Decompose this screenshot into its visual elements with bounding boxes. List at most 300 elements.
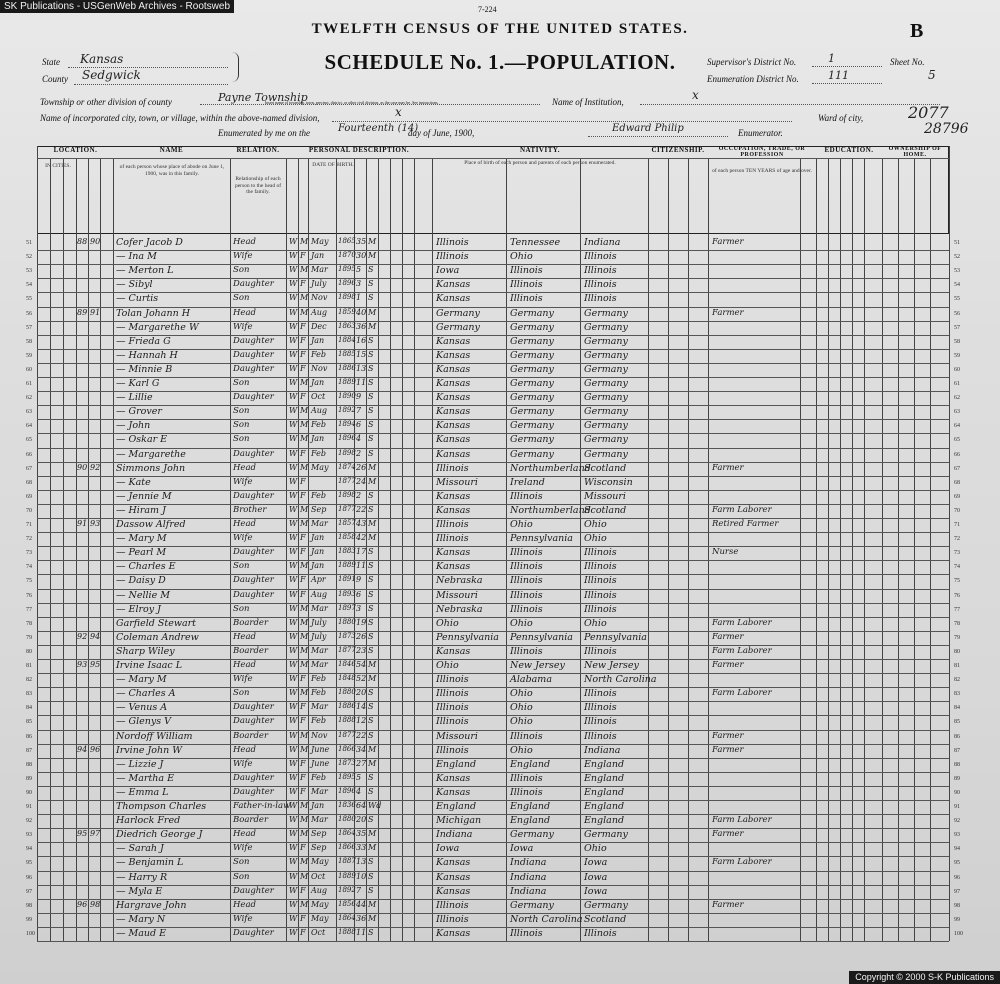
sex: F bbox=[300, 490, 306, 500]
race: W bbox=[289, 744, 298, 754]
mother-birthplace: Ohio bbox=[584, 617, 607, 629]
birth-month: Aug bbox=[311, 885, 328, 895]
row-number-right: 95 bbox=[954, 860, 960, 867]
race: W bbox=[289, 335, 298, 345]
race: W bbox=[289, 251, 298, 261]
birth-month: June bbox=[311, 758, 330, 768]
person-name: Diedrich George J bbox=[116, 829, 203, 841]
dwelling-number: 93 bbox=[77, 660, 88, 669]
birth-month: July bbox=[311, 617, 327, 627]
father-birthplace: Illinois bbox=[510, 603, 543, 615]
race: W bbox=[289, 237, 298, 246]
father-birthplace: Ohio bbox=[510, 617, 533, 629]
relation: Son bbox=[233, 265, 250, 276]
birth-month: Nov bbox=[311, 293, 328, 303]
grid-column-line bbox=[366, 158, 367, 941]
row-number-right: 54 bbox=[954, 282, 960, 289]
person-name: — Maud E bbox=[116, 927, 167, 939]
sex: M bbox=[300, 829, 309, 839]
dwelling-number: 95 bbox=[77, 829, 88, 839]
grid-column-line bbox=[113, 158, 114, 941]
relation: Head bbox=[233, 519, 256, 529]
marital-status: M bbox=[368, 660, 377, 669]
grid-column-line bbox=[402, 158, 403, 941]
age: 14 bbox=[356, 702, 367, 712]
father-birthplace: Tennessee bbox=[510, 237, 561, 248]
race: W bbox=[289, 885, 298, 895]
row-number-right: 88 bbox=[954, 761, 960, 768]
person-name: — Elroy J bbox=[116, 603, 161, 615]
copyright-banner: Copyright © 2000 S-K Publications bbox=[849, 971, 1000, 984]
grid-column-line bbox=[852, 158, 853, 941]
grid-column-line bbox=[840, 158, 841, 941]
row-number-left: 99 bbox=[26, 916, 32, 923]
sex: F bbox=[300, 349, 306, 359]
grid-column-line bbox=[230, 158, 231, 941]
sex: M bbox=[300, 462, 309, 472]
group-relation: RELATION. bbox=[236, 146, 280, 154]
sex: M bbox=[300, 237, 309, 246]
birth-month: Apr bbox=[311, 575, 326, 585]
person-name: — Jennie M bbox=[116, 490, 172, 502]
family-number: 91 bbox=[90, 307, 101, 317]
mother-birthplace: Illinois bbox=[584, 688, 617, 700]
father-birthplace: Ohio bbox=[510, 716, 533, 728]
row-number-left: 88 bbox=[26, 761, 32, 768]
birthplace: Missouri bbox=[436, 589, 478, 601]
birth-month: Jan bbox=[311, 801, 325, 810]
sex: M bbox=[300, 519, 309, 528]
relation: Head bbox=[233, 744, 256, 755]
father-birthplace: Indiana bbox=[510, 871, 547, 883]
row-number-right: 71 bbox=[954, 522, 960, 528]
birth-month: Mar bbox=[311, 786, 328, 796]
age: 11 bbox=[356, 561, 367, 571]
birth-year: 1866 bbox=[338, 843, 356, 852]
marital-status: M bbox=[368, 843, 377, 853]
father-birthplace: New Jersey bbox=[510, 660, 565, 671]
birth-year: 1836 bbox=[338, 801, 356, 809]
mother-birthplace: Scotland bbox=[584, 504, 627, 516]
group-ownership: OWNERSHIP OF HOME. bbox=[888, 146, 942, 158]
age: 6 bbox=[356, 589, 362, 599]
enumerated-prefix: Enumerated by me on the bbox=[218, 128, 310, 138]
sex: M bbox=[300, 307, 309, 317]
birthplace: Illinois bbox=[436, 899, 469, 911]
row-number-right: 62 bbox=[954, 395, 960, 402]
mother-birthplace: Pennsylvania bbox=[584, 631, 647, 643]
birth-month: Feb bbox=[311, 490, 326, 500]
township-underline bbox=[200, 104, 540, 105]
sex: F bbox=[300, 913, 306, 923]
birth-year: 1888 bbox=[338, 716, 356, 725]
mother-birthplace: Germany bbox=[584, 363, 628, 375]
row-number-right: 98 bbox=[954, 902, 960, 909]
sex: M bbox=[300, 899, 309, 909]
father-birthplace: Germany bbox=[510, 307, 554, 319]
row-number-right: 67 bbox=[954, 465, 960, 472]
sex: M bbox=[300, 815, 309, 825]
occupation: Farm Laborer bbox=[712, 645, 772, 656]
row-number-left: 67 bbox=[26, 465, 32, 472]
relation: Daughter bbox=[233, 772, 274, 783]
father-birthplace: Germany bbox=[510, 335, 554, 347]
birthplace: England bbox=[436, 801, 477, 812]
father-birthplace: Illinois bbox=[510, 589, 543, 601]
marital-status: M bbox=[368, 321, 377, 331]
age: 26 bbox=[356, 462, 367, 472]
mother-birthplace: New Jersey bbox=[584, 660, 639, 671]
age: 4 bbox=[356, 434, 362, 444]
sex: M bbox=[300, 645, 309, 655]
person-name: — Lizzie J bbox=[116, 758, 164, 770]
row-number-right: 72 bbox=[954, 536, 960, 543]
row-number-left: 69 bbox=[26, 493, 32, 500]
row-number-left: 72 bbox=[26, 536, 32, 543]
age: 52 bbox=[356, 674, 367, 684]
birth-month: Jan bbox=[311, 335, 325, 345]
race: W bbox=[289, 603, 298, 613]
person-name: Cofer Jacob D bbox=[116, 237, 183, 248]
birthplace: Kansas bbox=[436, 786, 471, 798]
birth-year: 1886 bbox=[338, 702, 356, 711]
row-number-right: 96 bbox=[954, 874, 960, 881]
row-number-right: 58 bbox=[954, 338, 960, 345]
age: 64 bbox=[356, 801, 367, 810]
sex: F bbox=[300, 927, 306, 937]
relation: Daughter bbox=[233, 279, 274, 290]
age: 10 bbox=[356, 871, 367, 881]
birth-year: 1866 bbox=[338, 744, 356, 753]
birthplace: Kansas bbox=[436, 772, 471, 784]
row-number-right: 70 bbox=[954, 507, 960, 514]
mother-birthplace: Illinois bbox=[584, 716, 617, 728]
father-birthplace: Illinois bbox=[510, 645, 543, 657]
race: W bbox=[289, 406, 298, 416]
age: 4 bbox=[356, 786, 362, 796]
county-underline bbox=[74, 84, 228, 85]
father-birthplace: Germany bbox=[510, 899, 554, 911]
age: 43 bbox=[356, 519, 367, 528]
age: 36 bbox=[356, 913, 367, 923]
sex: M bbox=[300, 406, 309, 416]
marital-status: M bbox=[368, 674, 377, 684]
age: 30 bbox=[356, 251, 367, 261]
marital-status: M bbox=[368, 829, 377, 839]
mother-birthplace: England bbox=[584, 758, 625, 770]
row-number-right: 100 bbox=[954, 930, 963, 937]
birth-year: 1873 bbox=[338, 758, 356, 767]
race: W bbox=[289, 547, 298, 557]
relation: Wife bbox=[233, 476, 253, 487]
row-number-left: 100 bbox=[26, 930, 35, 937]
row-number-right: 57 bbox=[954, 324, 960, 331]
father-birthplace: Ohio bbox=[510, 702, 533, 714]
birth-month: Dec bbox=[311, 321, 327, 331]
sex: M bbox=[300, 617, 309, 627]
relation: Daughter bbox=[233, 589, 274, 600]
father-birthplace: Alabama bbox=[510, 674, 552, 686]
city-label: Name of incorporated city, town, or village, within the above-named division, bbox=[40, 113, 320, 123]
marital-status: S bbox=[368, 772, 374, 782]
sex: M bbox=[300, 561, 309, 571]
row-number-left: 74 bbox=[26, 564, 32, 571]
person-name: Hargrave John bbox=[116, 899, 187, 911]
relation: Father-in-law bbox=[233, 801, 291, 811]
birth-month: May bbox=[311, 237, 329, 246]
sex: M bbox=[300, 631, 309, 641]
birthplace: Germany bbox=[436, 321, 480, 333]
row-number-left: 97 bbox=[26, 888, 32, 895]
person-name: — Margarethe W bbox=[116, 321, 199, 333]
row-number-left: 54 bbox=[26, 282, 32, 289]
relation: Wife bbox=[233, 913, 253, 924]
marital-status: S bbox=[368, 885, 374, 895]
row-number-right: 68 bbox=[954, 479, 960, 486]
birth-year: 1877 bbox=[338, 504, 356, 513]
father-birthplace: Germany bbox=[510, 321, 554, 333]
mother-birthplace: Germany bbox=[584, 420, 628, 432]
relation: Daughter bbox=[233, 927, 274, 938]
person-name: — Mary M bbox=[116, 674, 167, 686]
dwelling-number: 91 bbox=[77, 519, 88, 528]
birth-month: Jan bbox=[311, 378, 325, 387]
city-underline bbox=[332, 121, 792, 122]
race: W bbox=[289, 349, 298, 359]
note-occupation: of each person TEN YEARS of age and over. bbox=[712, 168, 812, 174]
birth-month: Sep bbox=[311, 843, 327, 853]
sex: F bbox=[300, 251, 306, 261]
birthplace: Iowa bbox=[436, 843, 460, 855]
sex: F bbox=[300, 772, 306, 782]
father-birthplace: Illinois bbox=[510, 575, 543, 587]
father-birthplace: Illinois bbox=[510, 265, 543, 277]
marital-status: S bbox=[368, 786, 374, 796]
group-location: LOCATION. bbox=[53, 146, 98, 154]
person-name: — Nellie M bbox=[116, 589, 170, 601]
relation: Son bbox=[233, 688, 250, 699]
relation: Son bbox=[233, 293, 250, 304]
age: 7 bbox=[356, 885, 362, 895]
occupation: Farmer bbox=[712, 660, 744, 670]
mother-birthplace: England bbox=[584, 815, 625, 827]
occupation: Farmer bbox=[712, 899, 744, 910]
mother-birthplace: Illinois bbox=[584, 603, 617, 615]
person-name: Coleman Andrew bbox=[116, 631, 199, 643]
marital-status: M bbox=[368, 913, 377, 923]
row-number-right: 69 bbox=[954, 493, 960, 500]
marital-status: S bbox=[368, 392, 374, 402]
sex: M bbox=[300, 378, 309, 387]
row-number-right: 74 bbox=[954, 564, 960, 571]
marital-status: S bbox=[368, 857, 374, 867]
relation: Son bbox=[233, 857, 250, 868]
row-number-left: 68 bbox=[26, 479, 32, 486]
birth-year: 1886 bbox=[338, 363, 356, 372]
relation: Daughter bbox=[233, 575, 274, 586]
mother-birthplace: Wisconsin bbox=[584, 476, 633, 488]
row-number-right: 90 bbox=[954, 789, 960, 796]
age: 13 bbox=[356, 363, 367, 373]
age: 16 bbox=[356, 335, 367, 345]
birth-month: May bbox=[311, 462, 329, 472]
birth-year: 1883 bbox=[338, 547, 356, 556]
sex: F bbox=[300, 321, 306, 331]
birth-month: Jan bbox=[311, 251, 325, 261]
birth-year: 1896 bbox=[338, 434, 356, 443]
mother-birthplace: Germany bbox=[584, 392, 628, 404]
occupation: Nurse bbox=[712, 547, 739, 558]
age: 12 bbox=[356, 716, 367, 726]
row-number-right: 55 bbox=[954, 296, 960, 303]
birthplace: Illinois bbox=[436, 251, 469, 263]
row-number-right: 86 bbox=[954, 733, 960, 740]
birth-month: Mar bbox=[311, 702, 328, 712]
mother-birthplace: Iowa bbox=[584, 857, 608, 869]
grid-column-line bbox=[708, 158, 709, 941]
race: W bbox=[289, 265, 298, 275]
marital-status: S bbox=[368, 603, 374, 613]
grid-column-line bbox=[336, 158, 337, 941]
birthplace: Illinois bbox=[436, 533, 469, 545]
marital-status: M bbox=[368, 476, 377, 486]
grid-column-line bbox=[882, 158, 883, 941]
birthplace: Illinois bbox=[436, 913, 469, 925]
row-number-right: 80 bbox=[954, 648, 960, 655]
occupation: Farm Laborer bbox=[712, 688, 772, 699]
row-number-left: 51 bbox=[26, 240, 32, 246]
birthplace: Kansas bbox=[436, 504, 471, 516]
age: 2 bbox=[356, 490, 362, 500]
row-number-right: 77 bbox=[954, 606, 960, 613]
row-number-left: 90 bbox=[26, 789, 32, 796]
relation: Daughter bbox=[233, 448, 274, 459]
marital-status: S bbox=[368, 702, 374, 712]
birthplace: Ohio bbox=[436, 617, 459, 629]
mother-birthplace: Illinois bbox=[584, 561, 617, 573]
person-name: — Mary N bbox=[116, 913, 166, 925]
row-number-right: 89 bbox=[954, 775, 960, 782]
marital-status: S bbox=[368, 335, 374, 345]
birth-year: 1859 bbox=[338, 307, 356, 316]
sex: M bbox=[300, 434, 309, 444]
age: 33 bbox=[356, 843, 367, 853]
race: W bbox=[289, 392, 298, 402]
birth-year: 1897 bbox=[338, 603, 356, 612]
race: W bbox=[289, 476, 298, 486]
age: 6 bbox=[356, 420, 362, 430]
row-number-right: 66 bbox=[954, 451, 960, 458]
birth-year: 1894 bbox=[338, 420, 356, 429]
race: W bbox=[289, 490, 298, 500]
person-name: Garfield Stewart bbox=[116, 617, 196, 629]
mother-birthplace: England bbox=[584, 786, 625, 798]
state-label: State bbox=[42, 57, 60, 67]
relation: Head bbox=[233, 660, 256, 670]
birth-year: 1898 bbox=[338, 490, 356, 499]
sex: M bbox=[300, 871, 309, 881]
person-name: — Ina M bbox=[116, 251, 157, 263]
race: W bbox=[289, 645, 298, 655]
marital-status: M bbox=[368, 533, 377, 543]
sex: M bbox=[300, 265, 309, 275]
sex: M bbox=[300, 730, 309, 740]
person-name: Irvine John W bbox=[116, 744, 183, 756]
mother-birthplace: Germany bbox=[584, 307, 628, 319]
relation: Daughter bbox=[233, 547, 274, 558]
mother-birthplace: Ohio bbox=[584, 519, 607, 530]
row-number-left: 91 bbox=[26, 804, 32, 810]
birth-month: Feb bbox=[311, 420, 326, 430]
birth-month: Mar bbox=[311, 603, 328, 613]
birthplace: Illinois bbox=[436, 688, 469, 700]
group-occupation: OCCUPATION, TRADE, OR PROFESSION bbox=[718, 146, 806, 158]
marital-status: S bbox=[368, 349, 374, 359]
row-number-right: 51 bbox=[954, 240, 960, 246]
grid-column-line bbox=[828, 158, 829, 941]
birth-month: July bbox=[311, 631, 327, 641]
row-number-right: 64 bbox=[954, 423, 960, 430]
race: W bbox=[289, 561, 298, 571]
mother-birthplace: Illinois bbox=[584, 279, 617, 291]
sex: F bbox=[300, 392, 306, 402]
row-number-left: 60 bbox=[26, 366, 32, 373]
row-number-right: 65 bbox=[954, 437, 960, 444]
birth-month: June bbox=[311, 744, 330, 754]
person-name: — Sibyl bbox=[116, 279, 153, 291]
sex: F bbox=[300, 279, 306, 289]
marital-status: S bbox=[368, 420, 374, 430]
row-number-left: 75 bbox=[26, 578, 32, 585]
person-name: Tolan Johann H bbox=[116, 307, 191, 319]
row-number-right: 99 bbox=[954, 916, 960, 923]
person-name: — John bbox=[116, 420, 151, 432]
mother-birthplace: Iowa bbox=[584, 885, 608, 897]
row-number-left: 89 bbox=[26, 775, 32, 782]
race: W bbox=[289, 716, 298, 726]
birthplace: Ohio bbox=[436, 660, 459, 671]
birthplace: Iowa bbox=[436, 265, 460, 277]
person-name: Nordoff William bbox=[116, 730, 193, 742]
age: 15 bbox=[356, 349, 367, 359]
row-number-left: 61 bbox=[26, 381, 32, 387]
row-number-left: 64 bbox=[26, 423, 32, 430]
family-number: 93 bbox=[90, 519, 101, 528]
birthplace: Illinois bbox=[436, 702, 469, 714]
relation: Head bbox=[233, 829, 256, 840]
dwelling-number: 90 bbox=[77, 462, 88, 472]
race: W bbox=[289, 462, 298, 472]
age: 3 bbox=[356, 603, 362, 613]
row-number-left: 85 bbox=[26, 719, 32, 726]
father-birthplace: Illinois bbox=[510, 927, 543, 939]
birth-month: Mar bbox=[311, 645, 328, 655]
birth-month: Feb bbox=[311, 716, 326, 726]
row-number-right: 94 bbox=[954, 846, 960, 853]
grid-column-line bbox=[898, 158, 899, 941]
age: 22 bbox=[356, 504, 367, 514]
age: 40 bbox=[356, 307, 367, 317]
schedule-title: SCHEDULE No. 1.—POPULATION. bbox=[324, 50, 676, 74]
dwelling-number: 94 bbox=[77, 744, 88, 754]
occupation: Farmer bbox=[712, 730, 744, 741]
birth-year: 1877 bbox=[338, 476, 356, 485]
age: 17 bbox=[356, 547, 367, 557]
sex: F bbox=[300, 575, 306, 585]
relation: Daughter bbox=[233, 335, 274, 346]
sheet-letter: B bbox=[910, 20, 924, 42]
marital-status: Wd bbox=[368, 801, 382, 810]
